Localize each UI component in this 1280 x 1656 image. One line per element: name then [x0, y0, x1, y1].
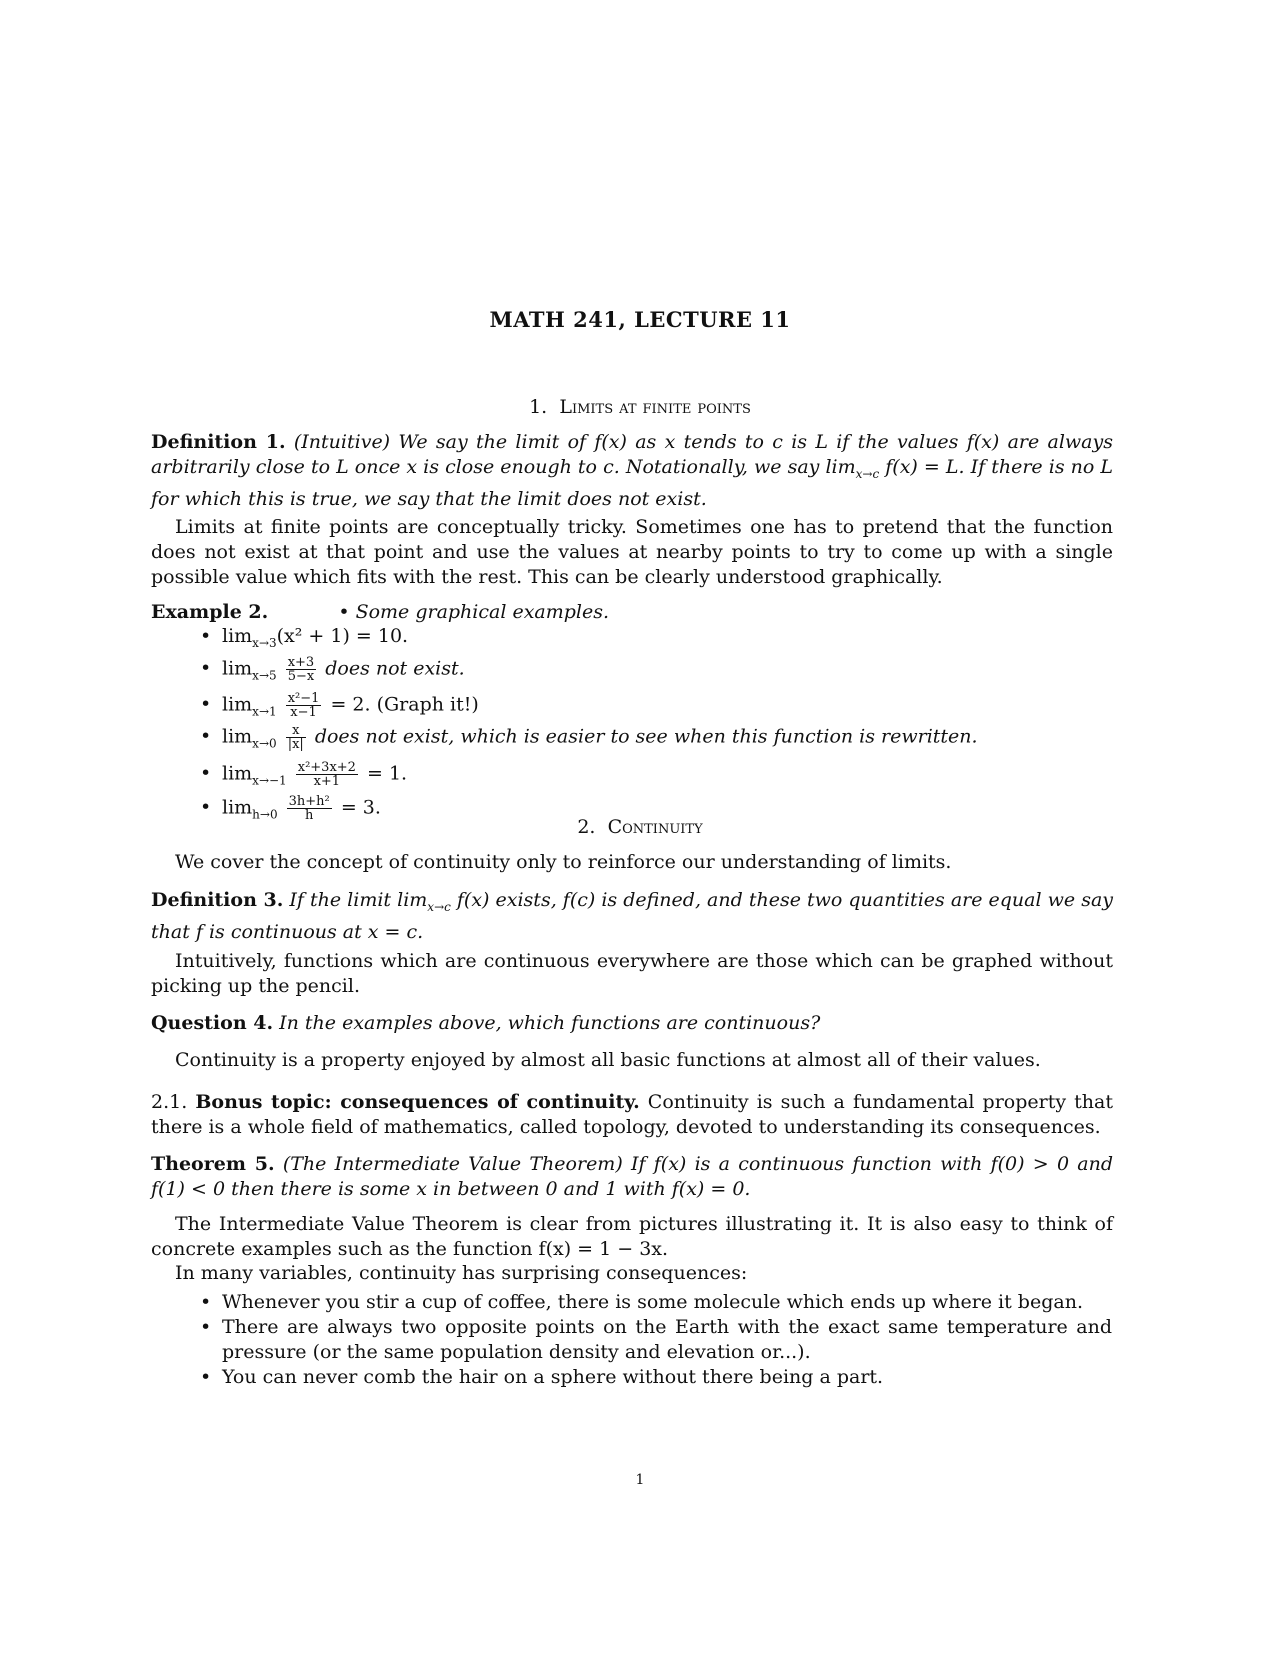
theorem-5	[151, 1152, 1113, 1202]
subsection-2-1	[151, 1090, 1113, 1140]
paragraph-ivt: The Intermediate Value Theorem is clear from pictures illustrating it. It is also easy to think of concrete examples such as the function f(x) = 1 − 3x.	[151, 1213, 1113, 1260]
list-item: • $\lim_{x\to 0}$ $\frac{x}{|x|}$ does not exist, which is easier to see when this function is rewritten.	[200, 723, 978, 753]
definition-3-label: Definition 3.	[151, 889, 284, 911]
definition-3-body2: f(x) exists, f(c) is defined, and these two quantities are equal we say that f is continuous at x = c.	[151, 889, 1114, 943]
section-2-heading	[0, 816, 1280, 838]
list-item: • $\lim_{x\to 1}$ $\frac{\text{x²−1}}{x-1}$ = 2. (Graph it!)	[200, 691, 479, 721]
list-item: • There are always two opposite points on the Earth with the exact same temperature and pressure (or the same population density and elevation or...).	[200, 1316, 1112, 1363]
fraction: $\frac{x+3}{5-x}$	[287, 654, 315, 684]
definition-3	[151, 888, 1113, 945]
section-1-heading	[0, 396, 1280, 418]
paragraph-many-variables: In many variables, continuity has surprising consequences:	[175, 1262, 748, 1284]
definition-3-body: If the limit lim	[289, 889, 428, 911]
definition-1	[151, 430, 1113, 512]
fraction: $\frac{\text{x²+3x+2}}{x+1}$	[297, 759, 356, 789]
question-4-body: In the examples above, which functions are continuous?	[279, 1012, 821, 1034]
list-item: • $\lim_{x\to 3}(x^2 + 1) = 10$.	[200, 625, 409, 650]
paragraph-intuitively: Intuitively, functions which are continuous everywhere are those which can be graphed without picking up the pencil.	[151, 950, 1113, 997]
example-2-lead: Some graphical examples.	[355, 601, 610, 623]
theorem-5-body: (The Intermediate Value Theorem) If f(x) is a continuous function with f(0) > 0 and f(1) < 0 then there is some x in between 0 and 1 with f(x) = 0.	[151, 1153, 1113, 1200]
definition-1-body2: f(x) = L. If there is no L for which this is true, we say that the limit does not exist.	[151, 456, 1113, 510]
document-title: MATH 241, LECTURE 11	[489, 307, 791, 332]
paragraph-property: Continuity is a property enjoyed by almost all basic functions at almost all of their values.	[175, 1049, 1041, 1071]
definition-3-sub: x→c	[427, 899, 451, 914]
consequences-list	[200, 1290, 1112, 1390]
section-1-title: Limits at finite points	[559, 396, 751, 418]
theorem-5-label: Theorem 5.	[151, 1153, 275, 1175]
fraction: $\frac{\text{3h+h²}}{h}$	[288, 793, 330, 823]
definition-1-sub: x→c	[855, 466, 880, 481]
example-2-list	[200, 624, 1110, 827]
example-2-heading: Example 2. • Some graphical examples.	[151, 601, 610, 623]
paragraph-cover-continuity: We cover the concept of continuity only to reinforce our understanding of limits.	[175, 851, 952, 873]
section-2-number: 2.	[577, 816, 596, 838]
page-number: 1	[635, 1472, 645, 1488]
subsection-2-1-title: Bonus topic: consequences of continuity.	[195, 1091, 640, 1113]
fraction: $\frac{x}{|x|}$	[287, 723, 304, 753]
example-2-label: Example 2.	[151, 601, 269, 623]
list-item: • $\lim_{x\to-1}$ $\frac{\text{x²+3x+2}}{x+1}$ = 1.	[200, 759, 408, 789]
subsection-2-1-body: Continuity is such a fundamental property that there is a whole field of mathematics, called topology, devoted to understanding its consequences.	[151, 1091, 1113, 1138]
definition-1-body: (Intuitive) We say the limit of f(x) as x tends to c is L if the values f(x) are always arbitrarily close to L once x is close enough to c. Notationally, we say lim	[151, 431, 1113, 478]
section-1-number: 1.	[529, 396, 548, 418]
question-4-label: Question 4.	[151, 1012, 274, 1034]
list-item: • You can never comb the hair on a sphere without there being a part.	[200, 1366, 884, 1388]
list-item: • $\lim_{h\to 0}$ $\frac{\text{3h+h²}}{h}$ = 3.	[200, 793, 381, 823]
paragraph-limits-tricky: Limits at finite points are conceptually tricky. Sometimes one has to pretend that the function does not exist at that point and use the values at nearby points to try to come up with a single possible value which fits with the rest. This can be clearly understood graphically.	[151, 516, 1113, 588]
list-item: • Whenever you stir a cup of coffee, there is some molecule which ends up where it began.	[200, 1291, 1083, 1313]
definition-1-label: Definition 1.	[151, 431, 286, 453]
fraction: $\frac{\text{x²−1}}{x-1}$	[287, 691, 320, 721]
question-4	[151, 1011, 1113, 1036]
list-item: • $\lim_{x\to 5}$ $\frac{x+3}{5-x}$ does not exist.	[200, 654, 465, 684]
section-2-title: Continuity	[607, 816, 703, 838]
subsection-2-1-number: 2.1.	[151, 1091, 188, 1113]
